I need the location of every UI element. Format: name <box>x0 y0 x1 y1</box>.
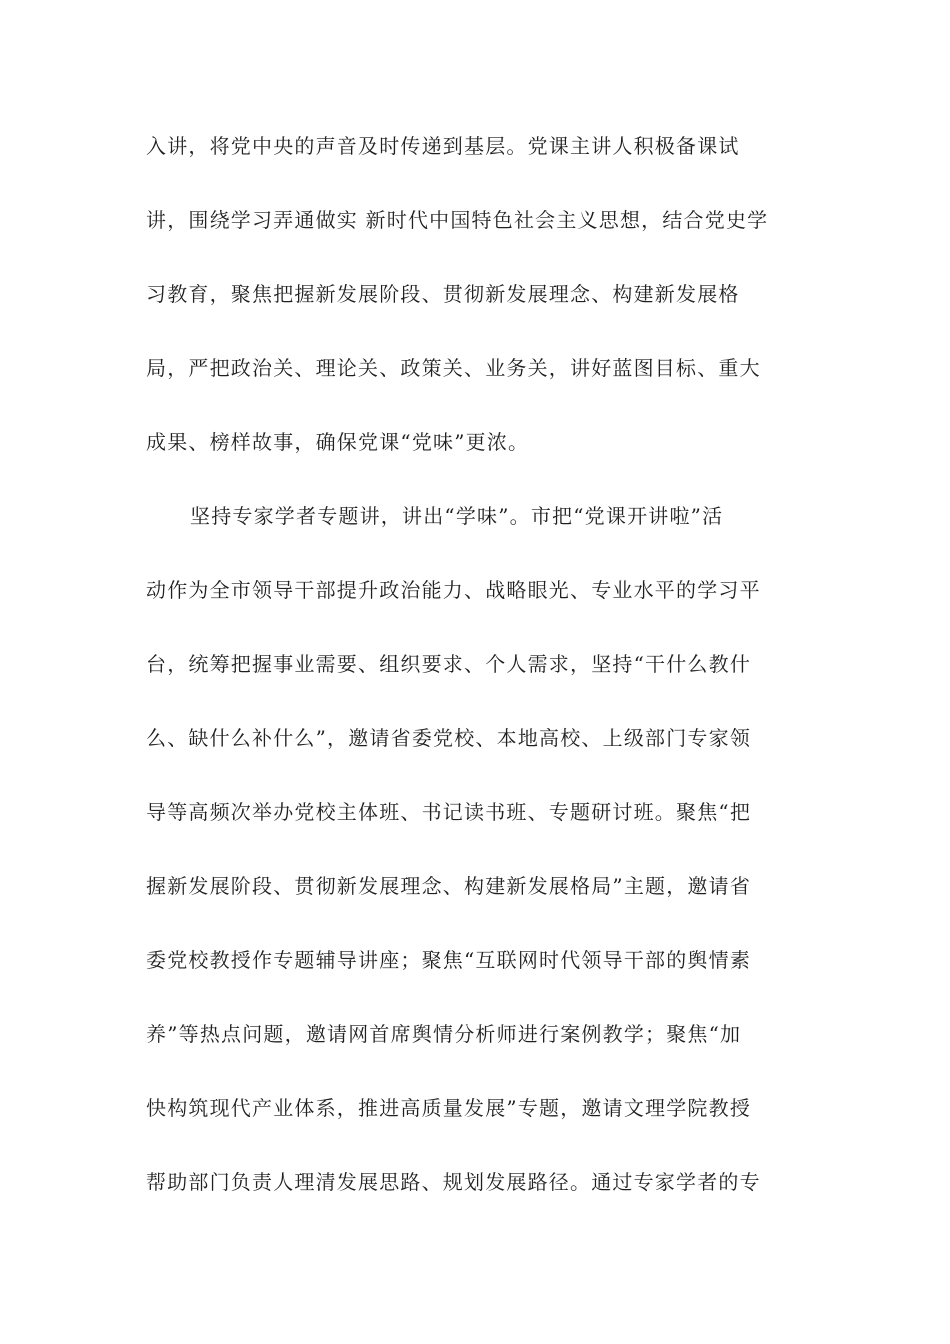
text-line: 台，统筹把握事业需要、组织要求、个人需求，坚持“干什么教什 <box>146 652 752 676</box>
text-line: 握新发展阶段、贯彻新发展理念、构建新发展格局”主题，邀请省 <box>146 874 752 898</box>
text-line: 局，严把政治关、理论关、政策关、业务关，讲好蓝图目标、重大 <box>146 356 761 380</box>
text-line: 快构筑现代产业体系，推进高质量发展”专题，邀请文理学院教授 <box>146 1096 752 1120</box>
text-line: 讲，围绕学习弄通做实 新时代中国特色社会主义思想，结合党史学 <box>146 208 769 232</box>
text-line: 么、缺什么补什么”，邀请省委党校、本地高校、上级部门专家领 <box>146 726 752 750</box>
text-line: 动作为全市领导干部提升政治能力、战略眼光、专业水平的学习平 <box>146 578 761 602</box>
paragraph-start-line: 坚持专家学者专题讲，讲出“学味”。市把“党课开讲啦”活 <box>190 504 724 528</box>
text-line: 委党校教授作专题辅导讲座；聚焦“互联网时代领导干部的舆情素 <box>146 948 752 972</box>
text-line: 入讲，将党中央的声音及时传递到基层。党课主讲人积极备课试 <box>146 134 740 158</box>
text-line: 养”等热点问题，邀请网首席舆情分析师进行案例教学；聚焦“加 <box>146 1022 742 1046</box>
body-text <box>146 134 816 1244</box>
text-line: 成果、榜样故事，确保党课“党味”更浓。 <box>146 430 530 454</box>
text-line: 帮助部门负责人理清发展思路、规划发展路径。通过专家学者的专 <box>146 1170 761 1194</box>
text-line: 习教育，聚焦把握新发展阶段、贯彻新发展理念、构建新发展格 <box>146 282 740 306</box>
text-line: 导等高频次举办党校主体班、书记读书班、专题研讨班。聚焦“把 <box>146 800 752 824</box>
